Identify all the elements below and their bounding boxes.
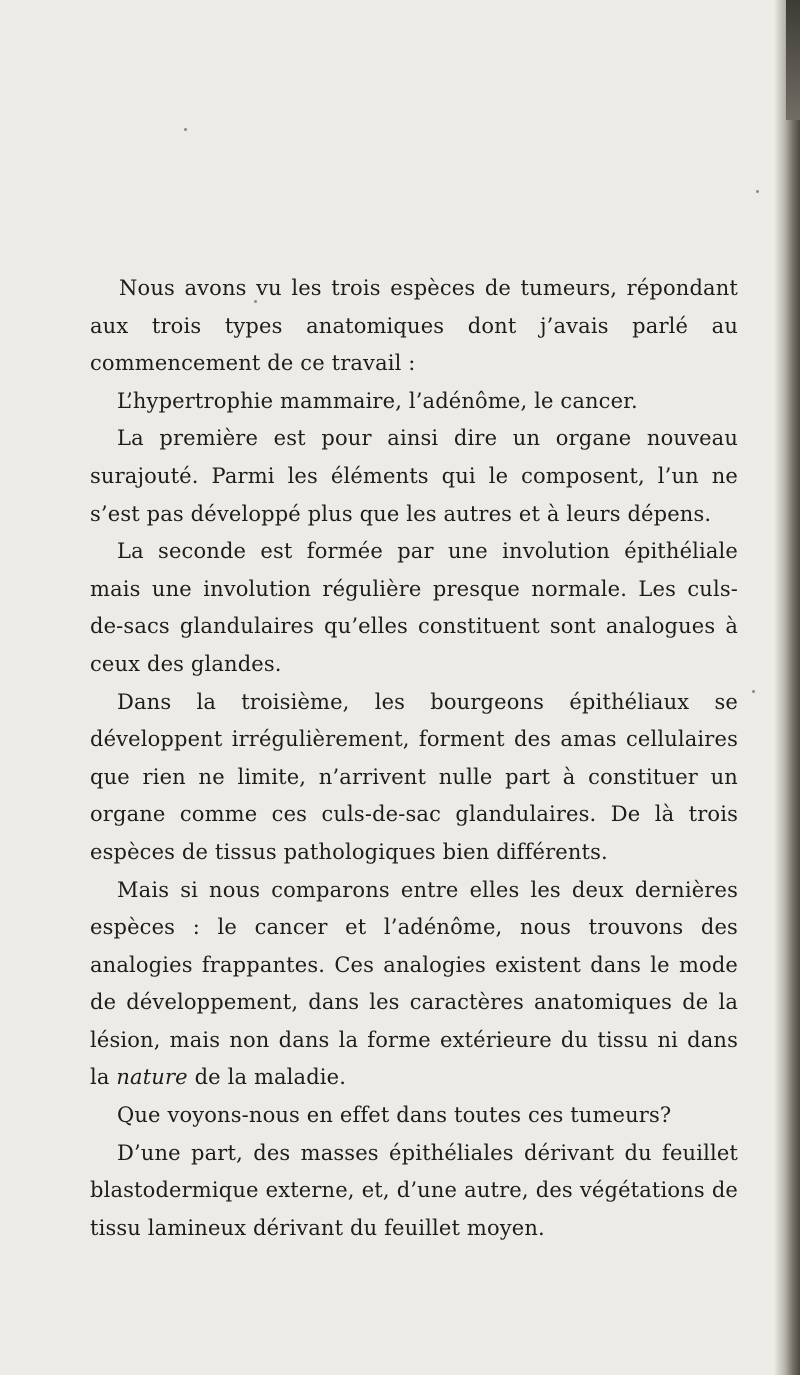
paragraph: Dans la troisième, les bourgeons épithéliaux se développent irrégulièrement, forment des amas cellulaires que rien ne limite, n’arrivent nulle part à constituer un organe comme ces culs-de-sac glandulaires. De là trois espèces de tissus pathologiques bien différents. [90,689,738,864]
scan-speck [756,190,759,193]
paragraph: La première est pour ainsi dire un organe nouveau surajouté. Parmi les éléments qui le composent, l’un ne s’est pas développé plus que les autres et à leurs dépens. [90,426,738,526]
paragraph-text: de la maladie. [187,1065,347,1090]
scan-speck [184,128,187,131]
scan-speck [752,690,755,693]
page-binding-edge [774,0,800,1375]
paragraph: Nous avons vu les trois espèces de tumeurs, répondant aux trois types anatomiques dont j’avais parlé au commencement de ce travail : [90,276,738,376]
paragraph: L’hypertrophie mammaire, l’adénôme, le cancer. [117,388,638,413]
page-binding-shadow [786,0,800,120]
paragraph-text: Mais si nous comparons entre elles les deux dernières espèces : le cancer et l’adénôme, nous trouvons des analogies frappantes. Ces analogies existent dans le mode de développement, dans les caractères anatomiques de la lésion, mais non dans la forme extérieure du tissu ni dans la [90,877,738,1090]
body-text [90,270,738,1247]
paragraph: D’une part, des masses épithéliales dérivant du feuillet blastodermique externe, et, d’une autre, des végétations de tissu lamineux dérivant du feuillet moyen. [90,1140,738,1240]
paragraph: La seconde est formée par une involution épithéliale mais une involution régulière presque normale. Les culs-de-sacs glandulaires qu’elles constituent sont analogues à ceux des glandes. [90,539,738,676]
italic-word: nature [116,1065,188,1090]
paragraph: Que voyons-nous en effet dans toutes ces tumeurs? [117,1103,672,1128]
paragraph [90,872,738,1098]
